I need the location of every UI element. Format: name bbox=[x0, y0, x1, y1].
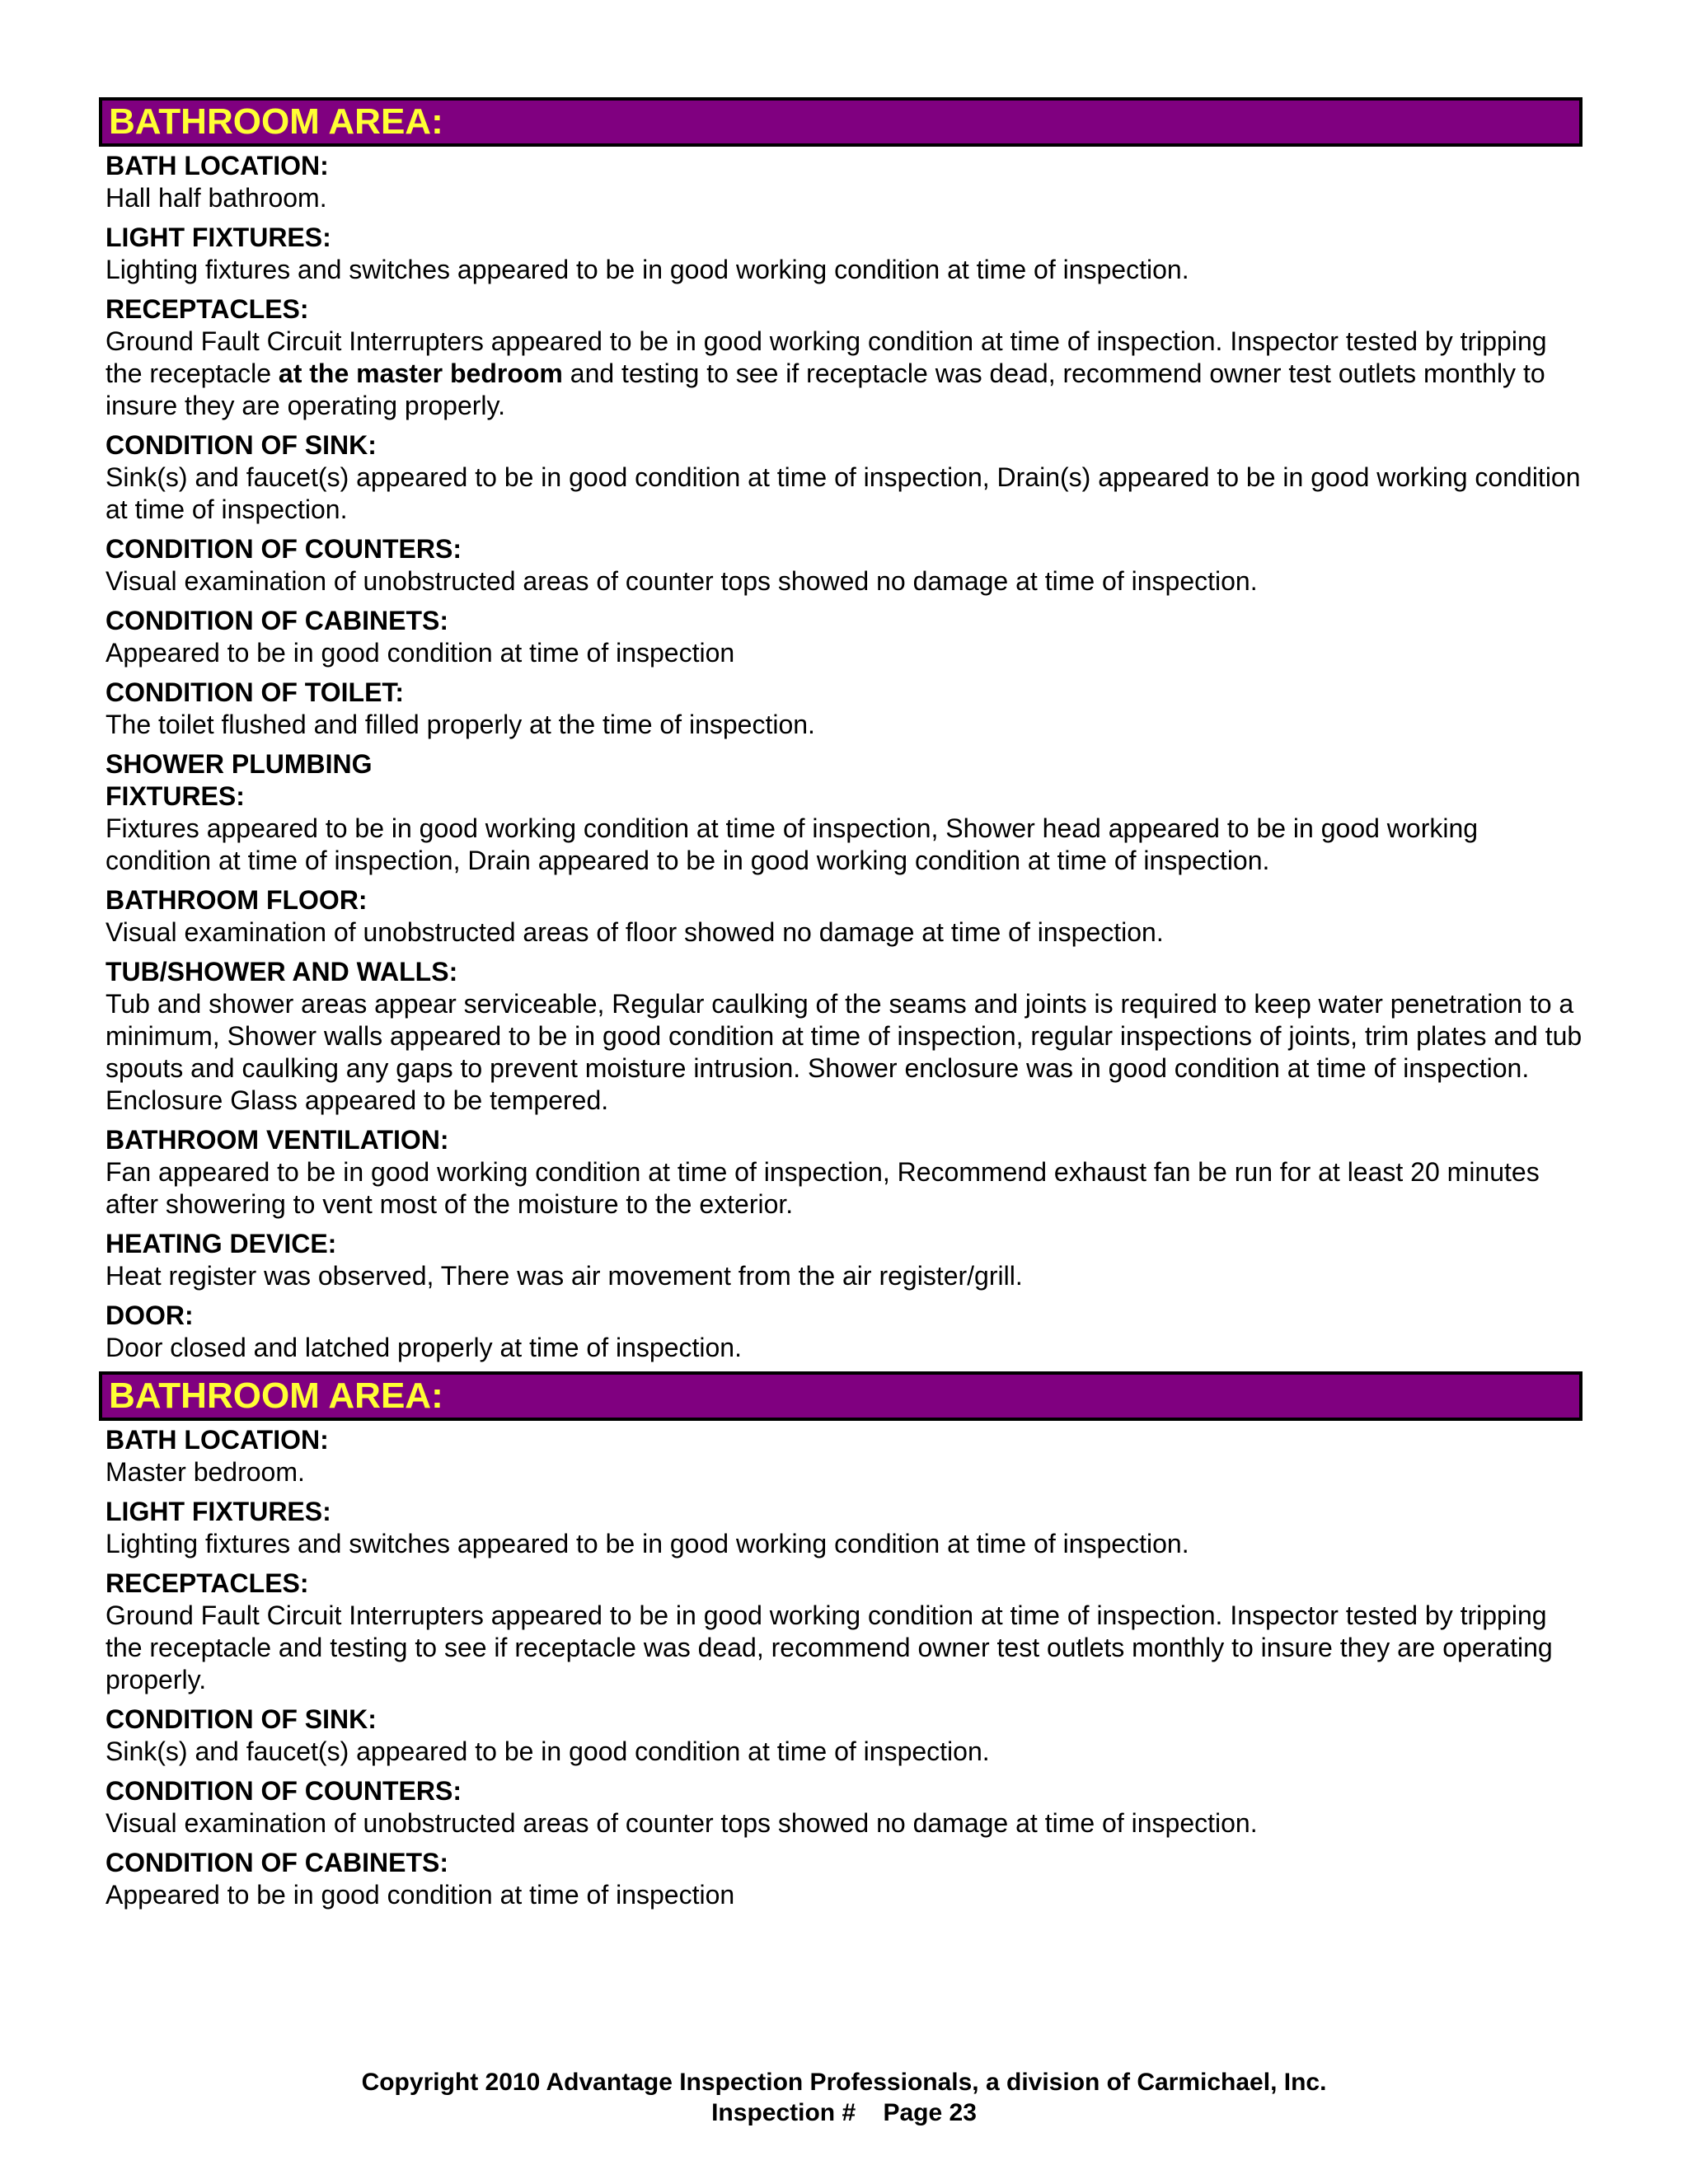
section-header: BATHROOM AREA: bbox=[99, 97, 1582, 147]
report-sections bbox=[99, 97, 1582, 1911]
inspection-item bbox=[106, 1424, 1582, 1488]
item-label: SHOWER PLUMBING FIXTURES: bbox=[106, 749, 373, 811]
item-description: Appeared to be in good condition at time of inspection bbox=[106, 638, 735, 668]
item-description: Tub and shower areas appear serviceable, Regular caulking of the seams and joints is required to keep water penetration to a minimum, Shower walls appeared to be in good condition at time of inspection, regular inspections of joints, trim plates and tub spouts and caulking any gaps to prevent moisture intrusion. Shower enclosure was in good condition at time of inspection. Enclosure Glass appeared to be tempered. bbox=[106, 989, 1582, 1115]
page-number: Page 23 bbox=[883, 2099, 977, 2126]
item-label: BATHROOM FLOOR: bbox=[106, 885, 368, 915]
item-label: CONDITION OF COUNTERS: bbox=[106, 534, 462, 564]
item-label: CONDITION OF SINK: bbox=[106, 1704, 377, 1734]
inspection-item bbox=[106, 677, 1582, 741]
item-description: Heat register was observed, There was air movement from the air register/grill. bbox=[106, 1261, 1023, 1291]
page-footer bbox=[0, 2067, 1688, 2128]
item-description: Lighting fixtures and switches appeared to be in good working condition at time of inspection. bbox=[106, 1529, 1189, 1558]
item-description: Appeared to be in good condition at time of inspection bbox=[106, 1880, 735, 1910]
inspection-item bbox=[106, 1847, 1582, 1911]
item-label: LIGHT FIXTURES: bbox=[106, 1497, 331, 1526]
inspection-item bbox=[106, 1496, 1582, 1560]
item-description: Visual examination of unobstructed areas of counter tops showed no damage at time of inspection. bbox=[106, 566, 1258, 596]
item-description bbox=[106, 326, 1582, 422]
item-label: TUB/SHOWER AND WALLS: bbox=[106, 957, 458, 987]
inspection-item bbox=[106, 1568, 1582, 1696]
item-description: Lighting fixtures and switches appeared to be in good working condition at time of inspection. bbox=[106, 255, 1189, 284]
inspection-item bbox=[106, 1775, 1582, 1840]
item-label: BATHROOM VENTILATION: bbox=[106, 1125, 449, 1155]
item-description: Fixtures appeared to be in good working condition at time of inspection, Shower head appeared to be in good working condition at time of inspection, Drain appeared to be in good working condition at time of inspection. bbox=[106, 813, 1479, 875]
inspection-item bbox=[106, 1300, 1582, 1364]
item-label: HEATING DEVICE: bbox=[106, 1229, 337, 1258]
item-label: CONDITION OF COUNTERS: bbox=[106, 1776, 462, 1806]
item-description: Fan appeared to be in good working condition at time of inspection, Recommend exhaust fan be run for at least 20 minutes after showering to vent most of the moisture to the exterior. bbox=[106, 1157, 1540, 1219]
item-label: LIGHT FIXTURES: bbox=[106, 223, 331, 252]
copyright-notice: Copyright 2010 Advantage Inspection Professionals, a division of Carmichael, Inc. bbox=[361, 2069, 1327, 2096]
item-label: RECEPTACLES: bbox=[106, 1568, 309, 1598]
bathroom-area-section bbox=[99, 1371, 1582, 1911]
description-text: Ground Fault Circuit Interrupters appeared to be in good working condition at time of inspection. Inspector tested by tripping the receptacle bbox=[106, 326, 1547, 388]
inspection-item bbox=[106, 150, 1582, 214]
item-label: BATH LOCATION: bbox=[106, 1425, 329, 1455]
section-header: BATHROOM AREA: bbox=[99, 1371, 1582, 1421]
item-description: The toilet flushed and filled properly at the time of inspection. bbox=[106, 710, 815, 739]
item-description: Visual examination of unobstructed areas of floor showed no damage at time of inspection. bbox=[106, 917, 1164, 947]
item-description: Sink(s) and faucet(s) appeared to be in good condition at time of inspection. bbox=[106, 1736, 990, 1766]
inspection-item bbox=[106, 1124, 1582, 1221]
report-page bbox=[99, 97, 1582, 1911]
inspection-item bbox=[106, 533, 1582, 598]
item-label: DOOR: bbox=[106, 1301, 194, 1330]
item-description: Hall half bathroom. bbox=[106, 183, 327, 213]
description-text: and testing to see if receptacle was dead, recommend owner test outlets monthly to insure they are operating properly. bbox=[106, 359, 1545, 420]
item-description: Sink(s) and faucet(s) appeared to be in good condition at time of inspection, Drain(s) appeared to be in good working condition at time of inspection. bbox=[106, 462, 1581, 524]
item-label: RECEPTACLES: bbox=[106, 294, 309, 324]
inspection-item bbox=[106, 748, 1582, 877]
item-label: BATH LOCATION: bbox=[106, 151, 329, 180]
item-label: CONDITION OF CABINETS: bbox=[106, 1848, 448, 1877]
inspection-item bbox=[106, 956, 1582, 1117]
item-description: Door closed and latched properly at time of inspection. bbox=[106, 1333, 742, 1362]
emphasized-text: at the master bedroom bbox=[278, 359, 563, 388]
item-description: Visual examination of unobstructed areas of counter tops showed no damage at time of inspection. bbox=[106, 1808, 1258, 1838]
inspection-page-line bbox=[0, 2097, 1688, 2128]
inspection-item bbox=[106, 429, 1582, 526]
item-description: Ground Fault Circuit Interrupters appeared to be in good working condition at time of inspection. Inspector tested by tripping the receptacle and testing to see if receptacle was dead, recommend owner test outlets monthly to insure they are operating properly. bbox=[106, 1601, 1553, 1694]
item-label: CONDITION OF TOILET: bbox=[106, 677, 405, 707]
inspection-item bbox=[106, 1228, 1582, 1292]
bathroom-area-section bbox=[99, 97, 1582, 1364]
inspection-item bbox=[106, 222, 1582, 286]
item-description: Master bedroom. bbox=[106, 1457, 305, 1487]
inspection-item bbox=[106, 1704, 1582, 1768]
inspection-item bbox=[106, 884, 1582, 949]
inspection-item bbox=[106, 293, 1582, 422]
inspection-number-label: Inspection # bbox=[711, 2099, 856, 2126]
inspection-item bbox=[106, 605, 1582, 669]
item-label: CONDITION OF SINK: bbox=[106, 430, 377, 460]
item-label: CONDITION OF CABINETS: bbox=[106, 606, 448, 635]
